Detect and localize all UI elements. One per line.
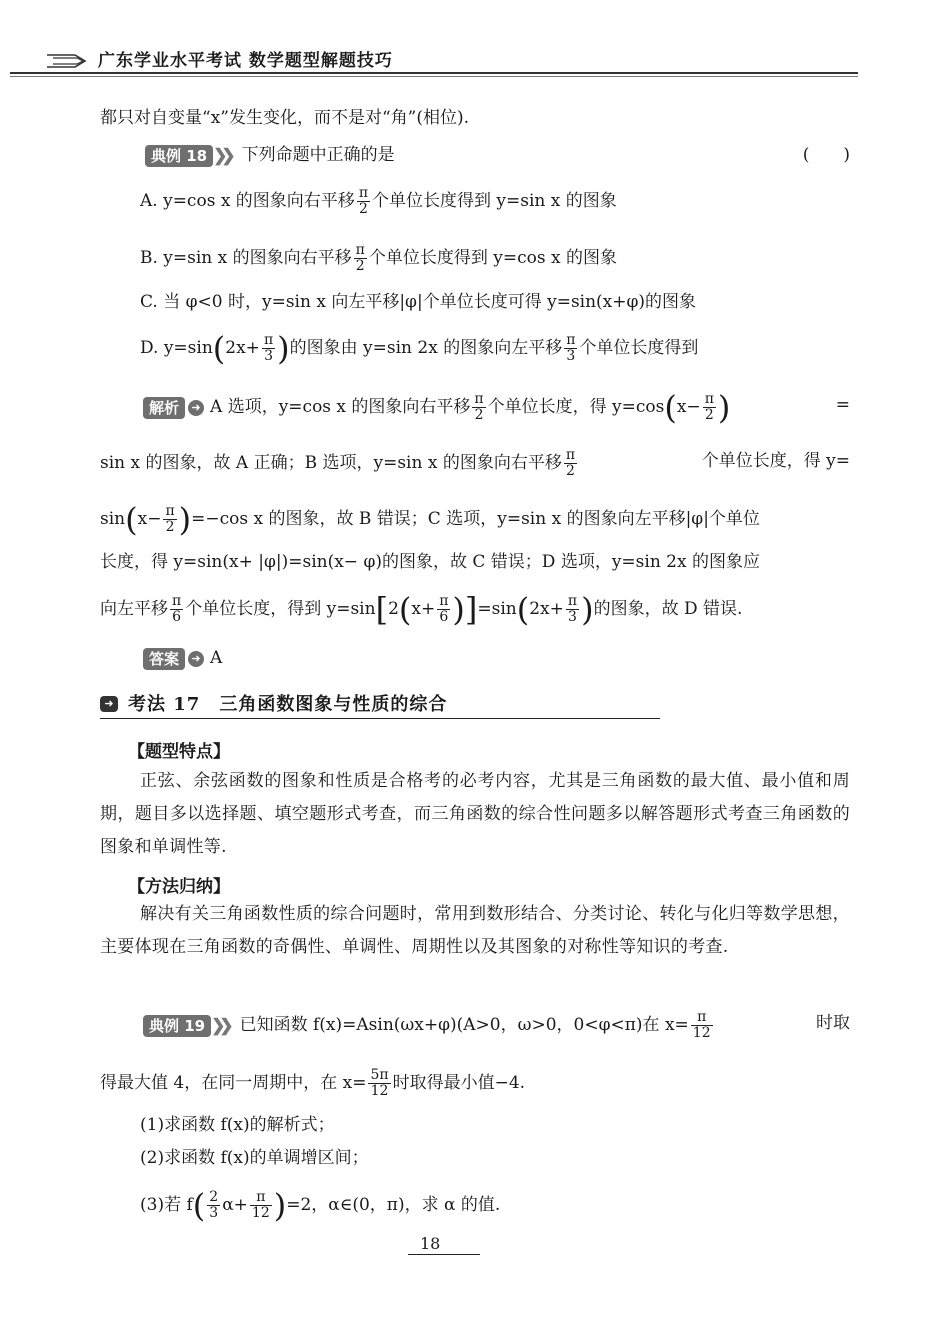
arrow-right-icon: ➜ xyxy=(100,696,118,712)
analysis-text: x− xyxy=(676,397,701,417)
option-a-text-2: 个单位长度得到 y=sin x 的图象 xyxy=(372,191,617,211)
analysis-text: 2 xyxy=(388,599,399,619)
analysis-text: x+ xyxy=(411,599,436,619)
intro-text: 都只对自变量“x”发生变化，而不是对“角”(相位). xyxy=(100,108,470,128)
fraction: $\frac{\pi}{6}$ xyxy=(172,593,182,625)
fraction: $\frac{\pi}{2}$ xyxy=(165,503,175,535)
question-3-text: (3)若 f xyxy=(140,1195,193,1215)
analysis-text: 的图象，故 D 错误. xyxy=(593,599,743,619)
analysis-text: = xyxy=(835,395,850,415)
option-d-text-2: 2x+ xyxy=(225,338,260,358)
fraction: $\frac{\pi}{2}$ xyxy=(474,391,484,423)
fraction: $\frac{5\pi}{12}$ xyxy=(370,1067,389,1099)
section-title: 考法 17 三角函数图象与性质的综合 xyxy=(128,694,448,715)
answer-paren: ( ) xyxy=(802,145,850,165)
page-number-rule xyxy=(408,1254,480,1255)
analysis-text: x− xyxy=(137,509,162,529)
fraction: $\frac{\pi}{3}$ xyxy=(566,332,576,364)
analysis-text: sin x 的图象，故 A 正确；B 选项，y=sin x 的图象向右平移 xyxy=(100,453,562,473)
header-rule xyxy=(10,72,858,74)
fraction: $\frac{\pi}{3}$ xyxy=(567,593,578,625)
paren-right: ) xyxy=(581,590,594,629)
analysis-text: 个单位长度，得 y=cos xyxy=(487,397,665,417)
arrow-right-icon: ➜ xyxy=(188,651,204,667)
question-1: (1)求函数 f(x)的解析式； xyxy=(140,1115,335,1135)
analysis-line-4: 长度，得 y=sin(x+ |φ|)=sin(x− φ)的图象，故 C 错误；D 选项，y=sin 2x 的图象应 xyxy=(100,552,760,572)
option-b xyxy=(140,243,617,274)
example19-text: 已知函数 f(x)=Asin(ωx+φ)(A>0，ω>0，0<φ<π)在 x= xyxy=(239,1015,689,1035)
analysis-text: sin xyxy=(100,509,126,529)
answer-value: A xyxy=(210,648,223,668)
features-heading: 【题型特点】 xyxy=(128,742,230,762)
answer-tag: 答案 xyxy=(143,648,185,670)
paren-left: ( xyxy=(664,388,677,427)
example19-text: 得最大值 4，在同一周期中，在 x= xyxy=(100,1073,367,1093)
paren-right: ) xyxy=(273,1186,287,1225)
fraction: $\frac{\pi}{6}$ xyxy=(439,593,449,625)
header-arrows-icon xyxy=(45,50,93,72)
fraction: $\frac{\pi}{2}$ xyxy=(565,447,576,479)
option-a-text: A. y=cos x 的图象向右平移 xyxy=(140,191,355,211)
example19-tag: 典例 19 xyxy=(143,1015,211,1037)
option-b-text: B. y=sin x 的图象向右平移 xyxy=(140,248,352,268)
paren-left: ( xyxy=(125,500,138,539)
example19-line-2 xyxy=(100,1068,525,1099)
chevron-icon: ❯❯ xyxy=(211,1015,228,1036)
bracket-right: ] xyxy=(464,590,478,629)
analysis-text: =−cos x 的图象，故 B 错误；C 选项，y=sin x 的图象向左平移|φ|个单位 xyxy=(191,509,760,529)
analysis-text: 向左平移 xyxy=(100,599,168,619)
example19-text: 时取 xyxy=(816,1013,850,1033)
paren-left: ( xyxy=(192,1186,206,1225)
paren-left: ( xyxy=(516,590,530,629)
paren-right: ) xyxy=(452,590,465,629)
analysis-line-5 xyxy=(100,590,743,629)
option-a xyxy=(140,186,617,217)
analysis-text: 个单位长度，得 y= xyxy=(701,451,850,471)
analysis-tag: 解析 xyxy=(143,397,185,419)
analysis-line-2 xyxy=(100,448,850,479)
analysis-line-3 xyxy=(100,500,760,539)
question-2: (2)求函数 f(x)的单调增区间； xyxy=(140,1148,369,1168)
paren-right: ) xyxy=(277,329,290,368)
question-3-text: =2，α∈(0，π)，求 α 的值. xyxy=(286,1195,501,1215)
header-rule-thin xyxy=(10,76,858,77)
page-number: 18 xyxy=(420,1234,441,1253)
method-heading: 【方法归纳】 xyxy=(128,877,230,897)
fraction: $\frac{\pi}{3}$ xyxy=(263,332,274,364)
question-3 xyxy=(140,1186,501,1225)
chevron-icon: ❯❯ xyxy=(213,145,230,166)
answer-line xyxy=(143,645,222,671)
bracket-left: [ xyxy=(375,590,389,629)
fraction: $\frac{\pi}{12}$ xyxy=(692,1009,711,1041)
example19-line-1 xyxy=(143,1010,850,1041)
paren-left: ( xyxy=(398,590,412,629)
option-d xyxy=(140,329,699,368)
example18-stem: 下列命题中正确的是 xyxy=(241,145,395,165)
option-c: C. 当 φ<0 时，y=sin x 向左平移|φ|个单位长度可得 y=sin(x+φ)的图象 xyxy=(140,292,697,312)
option-d-text-4: 个单位长度得到 xyxy=(579,338,699,358)
analysis-text: 2x+ xyxy=(529,599,564,619)
option-b-text-2: 个单位长度得到 y=cos x 的图象 xyxy=(368,248,617,268)
option-d-text-3: 的图象由 y=sin 2x 的图象向左平移 xyxy=(289,338,563,358)
header-title: 广东学业水平考试 数学题型解题技巧 xyxy=(98,51,393,71)
example19-text: 时取得最小值−4. xyxy=(392,1073,526,1093)
example18-stem-line xyxy=(145,142,395,169)
analysis-text: =sin xyxy=(477,599,517,619)
fraction: $\frac{2}{3}$ xyxy=(209,1189,219,1221)
section-heading xyxy=(100,690,660,719)
arrow-right-icon: ➜ xyxy=(188,400,204,416)
fraction: $\frac{\pi}{12}$ xyxy=(251,1189,270,1221)
method-paragraph: 解决有关三角函数性质的综合问题时，常用到数形结合、分类讨论、转化与化归等数学思想，主要体现在三角函数的奇偶性、单调性、周期性以及其图象的对称性等知识的考查. xyxy=(100,904,850,957)
analysis-line-1 xyxy=(143,388,850,427)
fraction: $\frac{\pi}{2}$ xyxy=(704,391,714,423)
question-3-text: α+ xyxy=(222,1195,248,1215)
features-paragraph: 正弦、余弦函数的图象和性质是合格考的必考内容，尤其是三角函数的最大值、最小值和周期，题目多以选择题、填空题形式考查，而三角函数的综合性问题多以解答题形式考查三角函数的图象和单调性等. xyxy=(100,771,850,857)
paren-right: ) xyxy=(717,388,731,427)
option-d-text: D. y=sin xyxy=(140,338,213,358)
fraction: $\frac{\pi}{2}$ xyxy=(355,242,365,274)
paren-left: ( xyxy=(212,329,226,368)
paren-right: ) xyxy=(178,500,192,539)
analysis-text: 个单位长度，得到 y=sin xyxy=(185,599,376,619)
analysis-text: A 选项，y=cos x 的图象向右平移 xyxy=(210,397,471,417)
fraction: $\frac{\pi}{2}$ xyxy=(358,185,369,217)
example18-tag: 典例 18 xyxy=(145,145,213,167)
